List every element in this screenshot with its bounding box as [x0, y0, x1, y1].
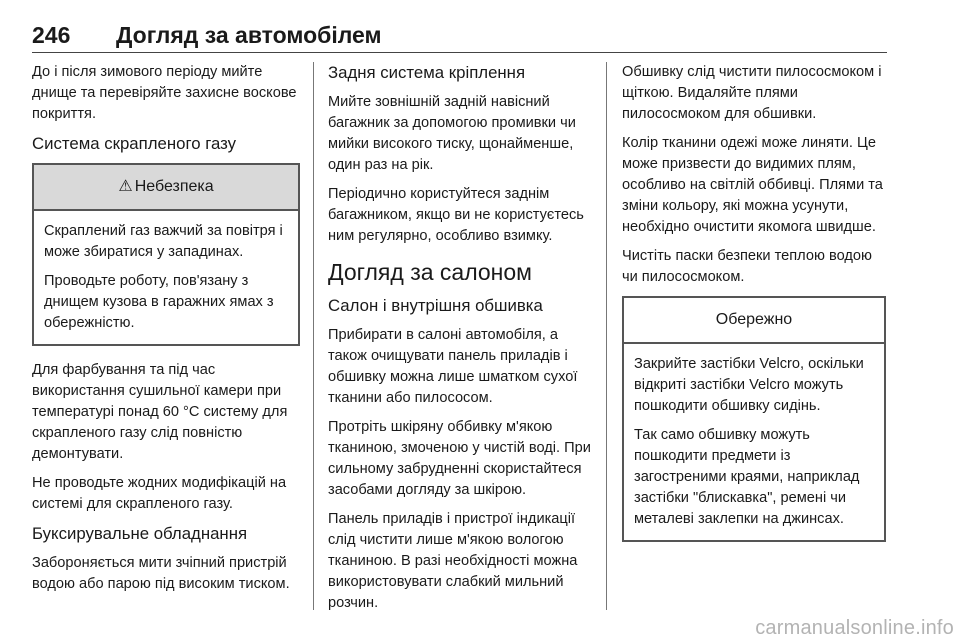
rear-carrier-paragraph-1: Мийте зовнішній задній навісний багажник за допомогою промивки чи мийки високого тиску, щонайменше, один раз на рік.: [328, 94, 576, 173]
cabin-paragraph-1: Прибирати в салоні автомобіля, а також очищувати панель приладів і обшивку можна лише шматком сухої тканини або пилососом.: [328, 327, 578, 406]
modification-paragraph: Не проводьте жодних модифікацій на системі для скрапленого газу.: [32, 475, 287, 512]
seatbelt-paragraph: Чистіть паски безпеки теплою водою чи пилососмоком.: [622, 248, 872, 285]
column-1: [32, 62, 300, 603]
danger-box: [32, 163, 300, 346]
page-title: Догляд за автомобілем: [116, 22, 382, 48]
column-3: [622, 62, 886, 556]
cabin-paragraph-2: Протріть шкіряну оббивку м'якою тканиною, змоченою у чистій воді. При сильному забрудненні скористайтеся засобами догляду за шкірою.: [328, 419, 591, 498]
header-divider: [32, 52, 887, 53]
vacuum-paragraph: Обшивку слід чистити пилососмоком і щіткою. Видаляйте плями пилососмоком для обшивки.: [622, 64, 882, 122]
paint-paragraph: Для фарбування та під час використання сушильної камери при температурі понад 60 °C систему для скрапленого газу слід повністю демонтувати.: [32, 362, 288, 462]
column-2: [328, 62, 592, 622]
rear-carrier-paragraph-2: Періодично користуйтеся заднім багажником, якщо ви не користуєтесь ним регулярно, особливо взимку.: [328, 186, 584, 244]
caution-text-2: Так само обшивку можуть пошкодити предмети із загостреними краями, наприклад застібки "блискавка", ремені чи металеві заклепки на джинсах.: [634, 427, 860, 527]
danger-box-body: [34, 211, 298, 344]
column-divider-1: [313, 62, 314, 610]
danger-text-2: Проводьте роботу, пов'язану з днищем кузова в гаражних ямах з обережністю.: [44, 273, 274, 331]
towing-heading: Буксирувальне обладнання: [32, 524, 248, 543]
intro-paragraph: До і після зимового періоду мийте днище та перевіряйте захисне воскове покриття.: [32, 64, 297, 122]
danger-box-header: [34, 165, 298, 211]
rear-carrier-heading: Задня система кріплення: [328, 63, 526, 82]
towing-paragraph: Забороняється мити зчіпний пристрій водою або парою під високим тиском.: [32, 555, 290, 592]
watermark: carmanualsonline.info: [755, 617, 954, 639]
interior-care-heading: Догляд за салоном: [328, 259, 532, 285]
caution-text-1: Закрийте застібки Velcro, оскільки відкриті застібки Velcro можуть пошкодити обшивку сидінь.: [634, 356, 864, 414]
danger-text-1: Скраплений газ важчий за повітря і може збиратися у западинах.: [44, 223, 283, 260]
column-divider-2: [606, 62, 607, 610]
page-number: 246: [32, 22, 71, 48]
cabin-trim-heading: Салон і внутрішня обшивка: [328, 296, 543, 315]
danger-title: Небезпека: [134, 178, 214, 195]
caution-box: [622, 296, 886, 542]
caution-box-body: [624, 344, 884, 540]
lpg-system-heading: Система скрапленого газу: [32, 134, 236, 153]
cabin-paragraph-3: Панель приладів і пристрої індикації слід чистити лише м'якою вологою тканиною. В разі необхідності можна використовувати слабкий мильний розчин.: [328, 511, 578, 611]
warning-triangle-icon: ⚠: [118, 178, 133, 195]
caution-box-header: Обережно: [624, 298, 884, 344]
color-paragraph: Колір тканини одежі може линяти. Це може призвести до видимих плям, особливо на світлій оббивці. Плями та зміни кольору, які можна усунути, необхідно очистити якомога швидше.: [622, 135, 883, 235]
page-header: [32, 22, 887, 52]
